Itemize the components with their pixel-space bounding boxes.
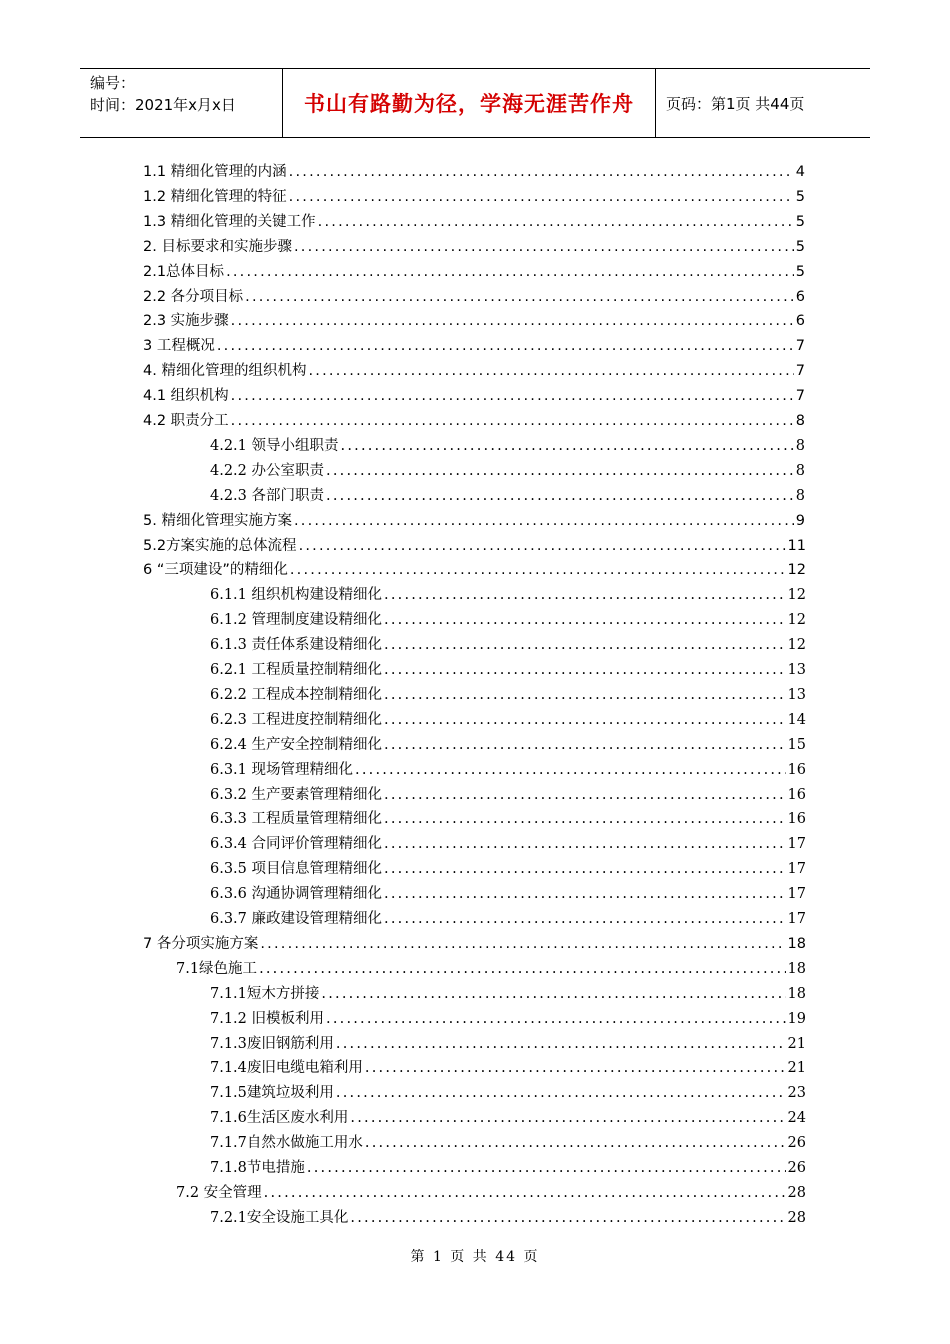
toc-entry-page: 16 [787,786,806,803]
toc-dot-leader [382,861,786,877]
toc-entry[interactable] [210,484,805,508]
toc-entry-page: 8 [795,437,805,454]
toc-entry-title: 6.1.3 责任体系建设精细化 [210,637,383,654]
toc-entry-page: 26 [787,1135,806,1152]
toc-entry-page: 8 [795,487,805,504]
toc-entry-title: 6.2.1 工程质量控制精细化 [210,662,383,678]
toc-entry[interactable] [210,1081,806,1105]
toc-entry[interactable] [143,359,805,383]
toc-entry[interactable] [210,982,806,1006]
toc-entry[interactable] [210,658,806,682]
toc-entry-page: 5 [795,213,805,230]
toc-entry[interactable] [210,1032,806,1056]
toc-entry-page: 21 [787,1060,806,1077]
toc-dot-leader [363,1060,786,1076]
toc-entry-title: 6.3.5 项目信息管理精细化 [210,861,383,878]
toc-entry[interactable] [143,932,806,956]
document-header [80,68,870,138]
toc-dot-leader [324,488,794,504]
toc-entry-title: 5.2方案实施的总体流程 [143,537,297,554]
toc-dot-leader [215,338,794,354]
toc-entry[interactable] [210,434,805,458]
toc-entry[interactable] [176,1181,806,1205]
toc-entry-page: 13 [787,686,806,703]
toc-entry-page: 6 [795,288,805,305]
toc-entry[interactable] [210,683,806,707]
toc-entry[interactable] [143,534,806,558]
toc-dot-leader [243,289,794,305]
toc-entry-title: 1.1 精细化管理的内涵 [143,164,287,180]
toc-entry-title: 6.3.4 合同评价管理精细化 [210,836,383,853]
toc-entry-page: 13 [787,662,806,678]
toc-entry-title: 2.3 实施步骤 [143,313,229,330]
toc-entry[interactable] [210,857,806,881]
toc-dot-leader [382,911,786,927]
toc-entry-page: 8 [795,413,805,429]
toc-entry-page: 12 [787,637,806,654]
toc-dot-leader [382,811,786,827]
toc-dot-leader [382,587,786,603]
toc-entry-title: 6.1.2 管理制度建设精细化 [210,612,383,629]
header-page-info: 页码：第1页 共44页 [666,94,805,113]
header-motto: 书山有路勤为径，学海无涯苦作舟 [283,69,656,137]
toc-entry-title: 2. 目标要求和实施步骤 [143,238,292,255]
toc-entry-page: 17 [787,911,806,927]
toc-dot-leader [292,513,794,529]
toc-entry-page: 16 [787,811,806,828]
toc-dot-leader [324,463,794,479]
toc-entry-page: 19 [787,1010,806,1027]
toc-entry-title: 7.1绿色施工 [176,960,258,977]
toc-entry-page: 5 [795,238,805,255]
toc-entry-page: 12 [787,562,806,579]
toc-entry-title: 6.1.1 组织机构建设精细化 [210,587,383,604]
page-footer: 第 1 页 共 44 页 [410,1249,540,1265]
toc-entry-title: 6.3.3 工程质量管理精细化 [210,811,383,828]
toc-entry[interactable] [210,583,806,607]
toc-entry-page: 7 [795,338,805,355]
toc-entry[interactable] [143,235,805,259]
header-left-cell [80,69,283,137]
toc-entry-title: 6.3.7 廉政建设管理精细化 [210,911,383,927]
toc-entry-title: 5. 精细化管理实施方案 [143,512,292,529]
toc-entry-page: 6 [795,313,805,330]
toc-dot-leader [334,1036,786,1052]
toc-entry-title: 6.2.4 生产安全控制精细化 [210,736,383,753]
toc-entry[interactable] [210,1131,806,1155]
toc-entry-title: 3 工程概况 [143,338,215,355]
toc-dot-leader [229,413,794,429]
toc-entry[interactable] [210,1007,806,1031]
toc-entry-page: 17 [787,861,806,878]
toc-entry-page: 24 [787,1110,806,1127]
toc-dot-leader [292,239,794,255]
toc-entry[interactable] [210,1056,806,1080]
toc-dot-leader [339,438,794,454]
toc-entry-title: 4.2.2 办公室职责 [210,462,325,479]
toc-entry-title: 1.2 精细化管理的特征 [143,188,287,205]
toc-entry-title: 4. 精细化管理的组织机构 [143,363,307,380]
toc-entry-page: 5 [795,263,805,280]
toc-entry[interactable] [143,185,805,209]
toc-entry[interactable] [143,260,805,284]
toc-entry[interactable] [210,633,806,657]
toc-entry[interactable] [210,459,805,483]
toc-entry-title: 7.1.6生活区废水利用 [210,1110,349,1127]
toc-dot-leader [224,264,794,280]
toc-entry-title: 7.2.1安全设施工具化 [210,1209,349,1226]
toc-entry-title: 6.3.2 生产要素管理精细化 [210,786,383,803]
toc-entry[interactable] [176,957,806,981]
toc-entry-title: 7.1.1短木方拼接 [210,985,320,1002]
toc-dot-leader [262,1185,786,1201]
toc-entry[interactable] [210,733,806,757]
toc-entry[interactable] [143,409,805,433]
toc-entry-page: 7 [795,363,805,380]
toc-dot-leader [334,1085,786,1101]
toc-dot-leader [382,886,786,902]
toc-entry[interactable] [210,1156,806,1180]
toc-entry[interactable] [210,907,806,931]
toc-dot-leader [382,662,786,678]
toc-entry-page: 26 [787,1160,806,1176]
toc-entry[interactable] [210,758,806,782]
date-label: 时间：2021年x月x日 [90,96,236,114]
toc-entry-title: 7 各分项实施方案 [143,935,259,952]
toc-entry-page: 17 [787,836,806,853]
toc-entry-page: 18 [787,960,806,977]
toc-dot-leader [229,313,794,329]
toc-dot-leader [382,612,786,628]
toc-entry-page: 8 [795,462,805,479]
toc-dot-leader [258,936,785,952]
toc-dot-leader [257,961,785,977]
toc-dot-leader [348,1110,785,1126]
toc-entry-title: 4.2.1 领导小组职责 [210,437,339,454]
toc-entry[interactable] [143,334,805,358]
toc-entry-title: 7.1.5建筑垃圾利用 [210,1085,334,1102]
toc-entry-page: 9 [795,512,805,529]
toc-entry-title: 7.1.3废旧钢筋利用 [210,1035,334,1052]
toc-entry-page: 18 [787,985,806,1002]
toc-dot-leader [324,1011,786,1027]
toc-dot-leader [382,687,786,703]
toc-entry-page: 5 [795,188,805,205]
toc-entry-title: 7.1.2 旧模板利用 [210,1010,325,1027]
toc-entry-title: 7.1.7自然水做施工用水 [210,1135,363,1152]
toc-entry-page: 28 [787,1184,806,1201]
toc-dot-leader [319,986,785,1002]
toc-entry-page: 12 [787,612,806,629]
toc-dot-leader [297,538,786,554]
toc-entry-page: 28 [787,1209,806,1226]
toc-entry[interactable] [210,832,806,856]
toc-entry-title: 7.1.8节电措施 [210,1160,305,1176]
toc-dot-leader [382,836,786,852]
toc-entry-title: 7.2 安全管理 [176,1184,262,1201]
toc-dot-leader [306,363,793,379]
toc-entry-title: 4.2.3 各部门职责 [210,487,325,504]
toc-entry[interactable] [143,309,805,333]
toc-dot-leader [382,712,786,728]
toc-entry-title: 4.1 组织机构 [143,388,229,405]
toc-dot-leader [287,189,794,205]
toc-entry-title: 2.1总体目标 [143,263,225,280]
toc-dot-leader [316,214,794,230]
toc-entry[interactable] [210,882,806,906]
toc-entry-page: 12 [787,587,806,604]
toc-entry-page: 17 [787,886,806,903]
toc-dot-leader [382,737,786,753]
toc-dot-leader [363,1135,786,1151]
toc-entry-title: 6.3.1 现场管理精细化 [210,761,354,778]
toc-entry-page: 16 [787,761,806,778]
toc-entry-title: 6.3.6 沟通协调管理精细化 [210,886,383,903]
toc-entry[interactable] [210,608,806,632]
toc-entry[interactable] [143,558,806,582]
toc-entry-page: 14 [787,711,806,728]
toc-dot-leader [348,1210,785,1226]
toc-entry-title: 2.2 各分项目标 [143,288,244,305]
toc-entry-title: 7.1.4废旧电缆电箱利用 [210,1060,363,1077]
toc-entry[interactable] [143,160,805,184]
toc-dot-leader [353,762,786,778]
toc-entry-title: 6.2.3 工程进度控制精细化 [210,711,383,728]
toc-entry[interactable] [210,708,806,732]
toc-entry-page: 11 [787,537,806,554]
toc-entry-page: 4 [795,164,805,180]
toc-entry-page: 21 [787,1035,806,1052]
toc-entry-page: 23 [787,1085,806,1102]
toc-dot-leader [287,164,794,180]
toc-entry-title: 1.3 精细化管理的关键工作 [143,213,316,230]
toc-dot-leader [229,388,794,404]
toc-entry[interactable] [143,509,805,533]
number-label: 编号： [90,74,136,92]
toc-entry[interactable] [210,783,806,807]
toc-dot-leader [382,637,786,653]
toc-entry-page: 15 [787,736,806,753]
toc-entry-page: 7 [795,388,805,405]
toc-entry-title: 4.2 职责分工 [143,413,229,429]
toc-entry[interactable] [210,1206,806,1230]
toc-entry-title: 6.2.2 工程成本控制精细化 [210,686,383,703]
toc-entry[interactable] [210,1106,806,1130]
toc-dot-leader [305,1160,786,1176]
toc-entry[interactable] [143,210,805,234]
toc-entry-title: 6 “三项建设”的精细化 [143,562,288,579]
toc-dot-leader [288,562,786,578]
toc-entry[interactable] [143,384,805,408]
toc-entry-page: 18 [787,935,806,952]
toc-entry[interactable] [143,285,805,309]
toc-dot-leader [382,787,786,803]
toc-entry[interactable] [210,807,806,831]
